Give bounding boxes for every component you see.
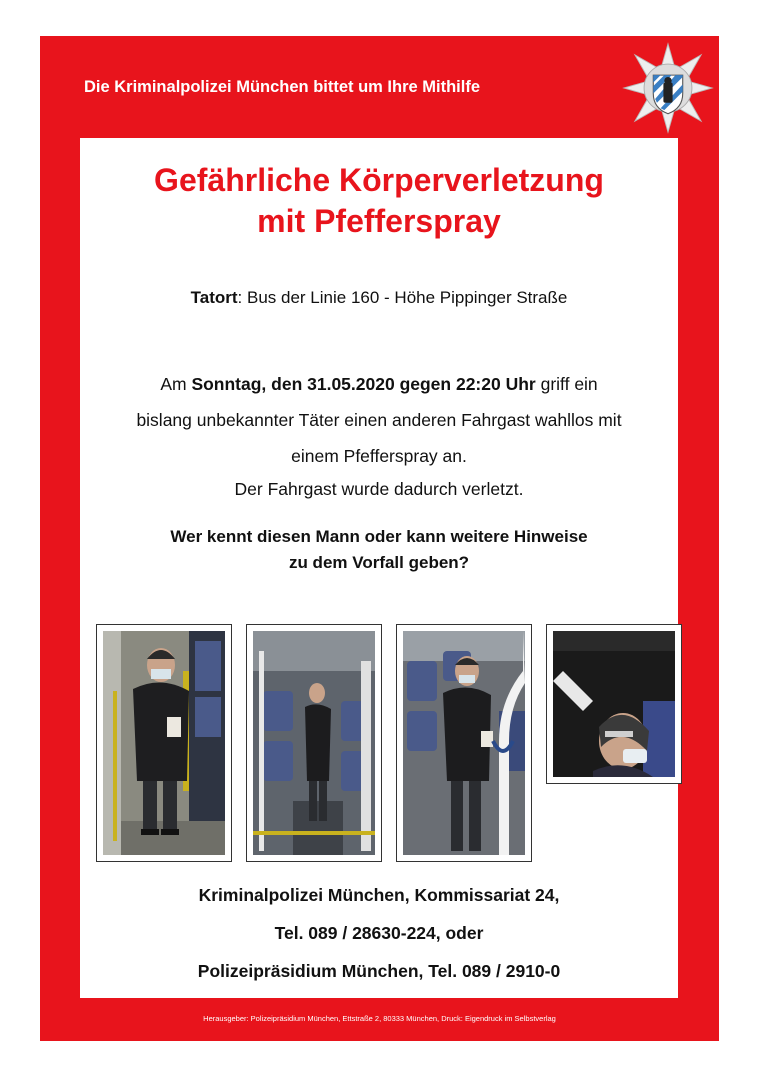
description-line2: bislang unbekannter Täter einen anderen Fahrgast wahllos mit [136, 410, 622, 430]
appeal-question [80, 524, 678, 576]
police-star-badge-icon [622, 42, 714, 134]
contact-line3: Polizeipräsidium München, Tel. 089 / 2910-0 [197, 961, 561, 981]
headline [80, 160, 678, 242]
suspect-photo-2 [246, 624, 382, 862]
description-line3: einem Pfefferspray an. [291, 446, 467, 466]
poster [40, 36, 719, 1041]
description-text: Am [160, 374, 192, 394]
description-text: griff ein [535, 374, 598, 394]
headline-line1: Gefährliche Körperverletzung [154, 162, 604, 198]
contact-block [80, 876, 678, 990]
description-line1 [80, 366, 678, 402]
content-panel [80, 138, 678, 998]
contact-line2: Tel. 089 / 28630-224, oder [274, 923, 484, 943]
description-line4: Der Fahrgast wurde dadurch verletzt. [234, 479, 524, 499]
publisher-footer: Herausgeber: Polizeipräsidium München, Ettstraße 2, 80333 München, Druck: Eigendruck im Selbstverlag [203, 1014, 556, 1023]
suspect-photo-3 [396, 624, 532, 862]
tatort-value: : Bus der Linie 160 - Höhe Pippinger Straße [237, 288, 568, 307]
tatort-label: Tatort [190, 288, 238, 307]
suspect-photo-4 [546, 624, 682, 784]
question-line2: zu dem Vorfall geben? [288, 553, 470, 572]
headline-line2: mit Pfefferspray [257, 203, 501, 239]
header-title: Die Kriminalpolizei München bittet um Ihre Mithilfe [84, 78, 481, 96]
question-line1: Wer kennt diesen Mann oder kann weitere Hinweise [170, 527, 588, 546]
contact-line1: Kriminalpolizei München, Kommissariat 24, [198, 885, 560, 905]
description [80, 366, 678, 504]
suspect-photo-1 [96, 624, 232, 862]
description-date: Sonntag, den 31.05.2020 gegen 22:20 Uhr [191, 374, 536, 394]
tatort-line [80, 288, 678, 308]
